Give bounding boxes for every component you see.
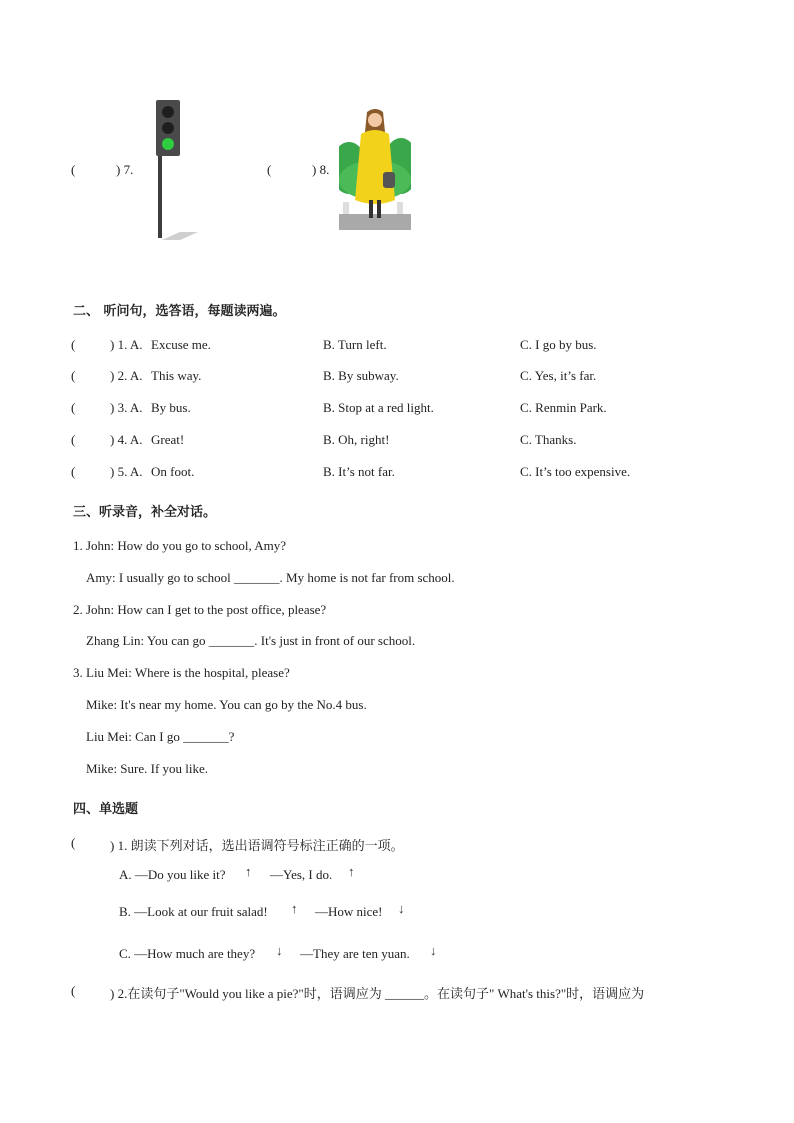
- option-a: On foot.: [151, 464, 195, 479]
- q8-number: ) 8.: [312, 162, 330, 177]
- question-number: ) 5. A.: [110, 464, 143, 479]
- intonation-arrow-icon: ↑: [348, 864, 355, 879]
- option-label: A. —Do you like it?: [119, 867, 226, 882]
- q7-open-paren: (: [71, 162, 76, 177]
- option-reply: —How nice!: [315, 904, 383, 919]
- question-1-stem: ) 1. 朗读下列对话，选出语调符号标注正确的一项。: [110, 838, 404, 853]
- intonation-arrow-icon: ↑: [245, 864, 252, 879]
- answer-paren: (: [71, 368, 76, 383]
- q7-number: ) 7.: [116, 162, 134, 177]
- dialogue-line: Liu Mei: Can I go _______?: [86, 729, 235, 744]
- option-label: B. —Look at our fruit salad!: [119, 904, 268, 919]
- question-number: ) 2. A.: [110, 368, 143, 383]
- option-c: C. Yes, it’s far.: [520, 368, 597, 383]
- section-2-title: 二、 听问句，选答语，每题读两遍。: [73, 304, 286, 319]
- traffic-light-image: [150, 98, 200, 244]
- section-3-title: 三、听录音，补全对话。: [73, 505, 217, 520]
- dialogue-line: Mike: Sure. If you like.: [86, 761, 209, 776]
- intonation-arrow-icon: ↓: [398, 901, 405, 916]
- question-2-stem: ) 2.在读句子"Would you like a pie?"时，语调应为 ______。在读句子" What's this?"时，语调应为: [110, 986, 645, 1001]
- answer-paren: (: [71, 400, 76, 415]
- answer-paren: (: [71, 464, 76, 479]
- option-label: C. —How much are they?: [119, 946, 256, 961]
- option-a: Great!: [151, 432, 185, 447]
- option-c: C. Renmin Park.: [520, 400, 607, 415]
- option-c: C. It’s too expensive.: [520, 464, 631, 479]
- option-c: C. I go by bus.: [520, 337, 597, 352]
- option-a: This way.: [151, 368, 202, 383]
- question-number: ) 1. A.: [110, 337, 143, 352]
- intonation-arrow-icon: ↑: [291, 901, 298, 916]
- option-a: By bus.: [151, 400, 191, 415]
- q8-open-paren: (: [267, 162, 272, 177]
- dialogue-line: Zhang Lin: You can go _______. It's just in front of our school.: [86, 633, 416, 648]
- option-reply: —Yes, I do.: [270, 867, 333, 882]
- question-number: ) 4. A.: [110, 432, 143, 447]
- dialogue-line: 2. John: How can I get to the post office, please?: [73, 602, 327, 617]
- intonation-arrow-icon: ↓: [430, 943, 437, 958]
- answer-paren: (: [71, 835, 76, 850]
- answer-paren: (: [71, 983, 76, 998]
- dialogue-line: Amy: I usually go to school _______. My home is not far from school.: [86, 570, 455, 585]
- dialogue-line: 3. Liu Mei: Where is the hospital, please?: [73, 665, 290, 680]
- dialogue-line: 1. John: How do you go to school, Amy?: [73, 538, 287, 553]
- answer-paren: (: [71, 337, 76, 352]
- option-b: B. Oh, right!: [323, 432, 390, 447]
- girl-walking-image: [339, 106, 411, 230]
- option-b: B. Turn left.: [323, 337, 387, 352]
- question-number: ) 3. A.: [110, 400, 143, 415]
- answer-paren: (: [71, 432, 76, 447]
- option-b: B. Stop at a red light.: [323, 400, 434, 415]
- option-a: Excuse me.: [151, 337, 211, 352]
- option-b: B. By subway.: [323, 368, 399, 383]
- section-4-title: 四、单选题: [73, 802, 139, 817]
- option-c: C. Thanks.: [520, 432, 577, 447]
- option-reply: —They are ten yuan.: [300, 946, 410, 961]
- option-b: B. It’s not far.: [323, 464, 395, 479]
- intonation-arrow-icon: ↓: [276, 943, 283, 958]
- dialogue-line: Mike: It's near my home. You can go by the No.4 bus.: [86, 697, 367, 712]
